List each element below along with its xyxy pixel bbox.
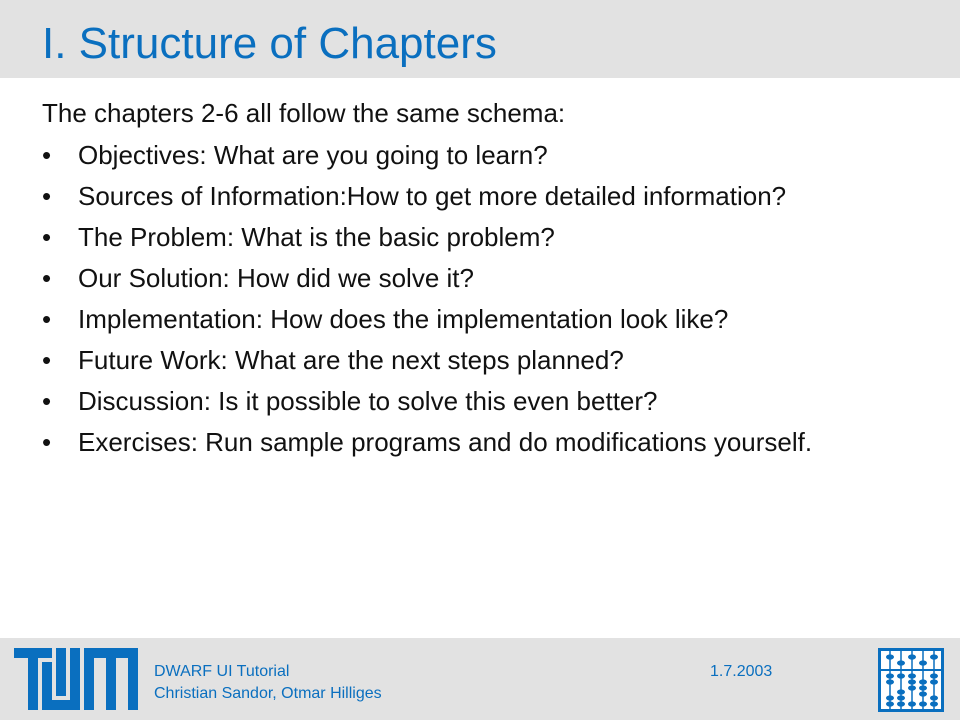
bullet-icon: •	[42, 386, 52, 416]
bullet-item	[42, 304, 922, 334]
bullet-list	[42, 140, 922, 457]
bullet-icon: •	[42, 140, 52, 170]
bullet-text: Discussion: Is it possible to solve this even better?	[78, 386, 658, 416]
bullet-text: Future Work: What are the next steps planned?	[78, 345, 624, 375]
bullet-icon: •	[42, 181, 52, 211]
bullet-item	[42, 386, 922, 416]
bullet-item	[42, 140, 922, 170]
bullet-item	[42, 222, 922, 252]
bullet-icon: •	[42, 345, 52, 375]
bullet-text: Objectives: What are you going to learn?	[78, 140, 548, 170]
bullet-icon: •	[42, 222, 52, 252]
bullet-text: The Problem: What is the basic problem?	[78, 222, 555, 252]
slide-title: I. Structure of Chapters	[42, 19, 497, 68]
bullet-icon: •	[42, 263, 52, 293]
bullet-item	[42, 181, 922, 211]
slide-content	[42, 98, 922, 468]
intro-text: The chapters 2-6 all follow the same schema:	[42, 98, 566, 128]
bullet-icon: •	[42, 304, 52, 334]
bullet-text: Sources of Information:How to get more detailed information?	[78, 181, 787, 211]
footer-course: DWARF UI Tutorial	[154, 663, 290, 680]
bullet-item	[42, 263, 922, 293]
bullet-text: Our Solution: How did we solve it?	[78, 263, 474, 293]
tum-logo	[14, 648, 138, 710]
bullet-icon: •	[42, 427, 52, 457]
footer	[0, 638, 960, 720]
bullet-text: Exercises: Run sample programs and do modifications yourself.	[78, 427, 813, 457]
bullet-item	[42, 345, 922, 375]
footer-date: 1.7.2003	[710, 663, 773, 680]
title-bar	[0, 0, 960, 78]
bullet-text: Implementation: How does the implementation look like?	[78, 304, 729, 334]
abacus-icon	[878, 648, 944, 712]
bullet-item	[42, 427, 922, 457]
footer-authors: Christian Sandor, Otmar Hilliges	[154, 685, 382, 702]
